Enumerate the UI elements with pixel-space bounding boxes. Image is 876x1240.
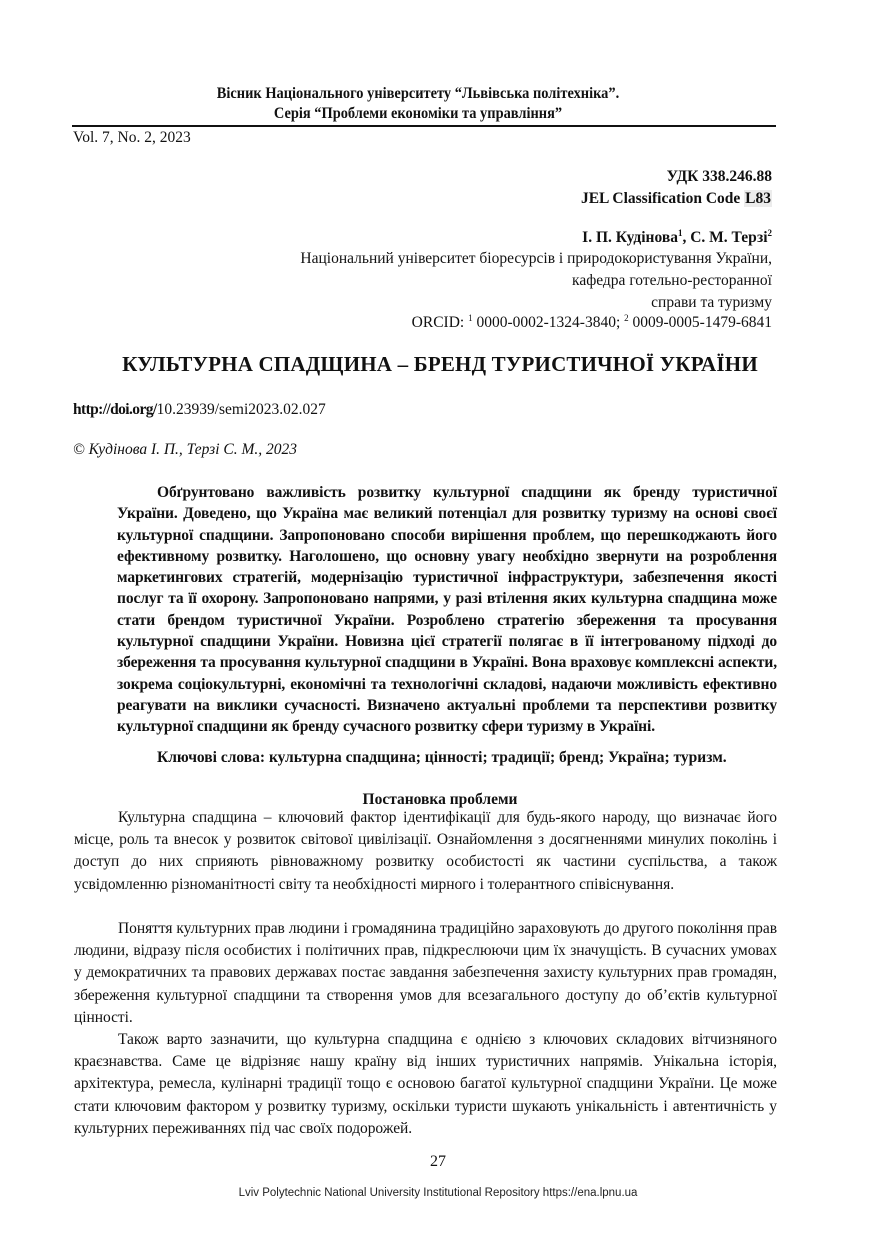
doi-prefix[interactable]: http://doi.org/ bbox=[73, 401, 157, 418]
journal-title: Вісник Національного університету “Львівська політехніка”. bbox=[216, 85, 620, 102]
volume-info: Vol. 7, No. 2, 2023 bbox=[73, 129, 191, 146]
body-paragraph-3: Також варто зазначити, що культурна спадщина є однією з ключових складових вітчизняного краєзнавства. Саме це відрізняє нашу країну від інших туристичних напрямів. Унікальна історія, архітектура, ремесла, кулінарні традиції тощо є основою багатої культурної спадщини України. Це може стати ключовим фактором у розвитку туризму, оскільки туристи шукають унікальність і автентичність у культурних переживаннях під час своїх подорожей. bbox=[74, 1031, 777, 1137]
repository-footer: Lviv Polytechnic National University Institutional Repository https://ena.lpnu.ua bbox=[238, 1187, 638, 1199]
orcid-2-mark: 2 bbox=[624, 313, 629, 323]
udc-code: УДК 338.246.88 bbox=[666, 168, 772, 185]
page-number: 27 bbox=[430, 1153, 446, 1170]
orcid-2: 0009-0005-1479-6841 bbox=[628, 314, 772, 331]
author-separator: , bbox=[682, 229, 691, 246]
author-2-affiliation-mark: 2 bbox=[767, 228, 772, 238]
classification-block bbox=[581, 166, 772, 210]
section-heading: Постановка проблеми bbox=[362, 791, 518, 808]
journal-series: Серія “Проблеми економіки та управління” bbox=[273, 105, 563, 122]
jel-code-line bbox=[581, 188, 772, 210]
orcid-label: ORCID: bbox=[411, 314, 469, 331]
doi-link[interactable] bbox=[73, 400, 326, 420]
orcid-line bbox=[412, 312, 772, 334]
doi-suffix[interactable]: 10.23939/semi2023.02.027 bbox=[156, 401, 326, 418]
jel-code: L83 bbox=[745, 190, 771, 207]
abstract: Обґрунтовано важливість розвитку культурної спадщини як бренду туристичної України. Доведено, що Україна має великий потенціал для розвитку туризму на основі своєї культурної спадщини. Запропоновано способи вирішення проблем, що перешкоджають його ефективному розвитку. Наголошено, що основну увагу необхідно звернути на розроблення маркетингових стратегій, модернізацію туристичної інфраструктури, забезпечення якості послуг та її охорону. Запропоновано напрями, у разі втілення яких культурна спадщина може стати брендом туристичної України. Розроблено стратегію збереження та просування культурної спадщини України. Новизна цієї стратегії полягає в її інтегрованому підході до збереження та просування культурної спадщини в Україні. Вона враховує комплексні аспекти, зокрема соціокультурні, економічні та технологічні складові, надаючи можливість ефективно реагувати на виклики сучасності. Визначено актуальні проблеми та перспективи розвитку культурної спадщини як бренду сучасного розвитку сфери туризму в Україні. bbox=[117, 484, 777, 736]
affiliation-line-1: Національний університет біоресурсів і природокористування України, bbox=[300, 250, 772, 267]
author-2: С. М. Терзі bbox=[690, 229, 768, 246]
author-1-affiliation-mark: 1 bbox=[677, 228, 683, 238]
orcid-1-mark: 1 bbox=[468, 313, 473, 323]
affiliation bbox=[300, 248, 772, 314]
affiliation-line-3: справи та туризму bbox=[651, 294, 772, 311]
author-1: І. П. Кудінова bbox=[582, 229, 678, 246]
affiliation-line-2: кафедра готельно-ресторанної bbox=[572, 272, 772, 289]
body-paragraph-2: Поняття культурних прав людини і громадянина традиційно зараховують до другого покоління прав людини, відразу після особистих і політичних прав, підкреслюючи цим їх значущість. В сучасних умовах у демократичних та правових державах постає завдання забезпечення захисту культурних прав громадян, збереження культурної спадщини та створення умов для всезагального доступу до об’єктів культурної цінності. bbox=[74, 920, 777, 1026]
header-rule bbox=[72, 125, 776, 127]
authors-line bbox=[582, 227, 772, 249]
orcid-1: 0000-0002-1324-3840; bbox=[472, 314, 625, 331]
article-title: КУЛЬТУРНА СПАДЩИНА – БРЕНД ТУРИСТИЧНОЇ УКРАЇНИ bbox=[122, 352, 758, 376]
body-paragraph-1: Культурна спадщина – ключовий фактор ідентифікації для будь-якого народу, що визначає його місце, роль та внесок у розвиток світової цивілізації. Ознайомлення з досягненнями минулих поколінь і доступ до них сприяють рівноважному розвитку особистості як частини суспільства, а також усвідомленню різноманітності світу та необхідності мирного і толерантного співіснування. bbox=[74, 809, 777, 893]
journal-header bbox=[85, 84, 751, 124]
keywords: Ключові слова: культурна спадщина; цінності; традиції; бренд; Україна; туризм. bbox=[157, 749, 727, 766]
copyright: © Кудінова І. П., Терзі С. М., 2023 bbox=[73, 441, 298, 458]
jel-label: JEL Classification Code bbox=[580, 190, 745, 207]
